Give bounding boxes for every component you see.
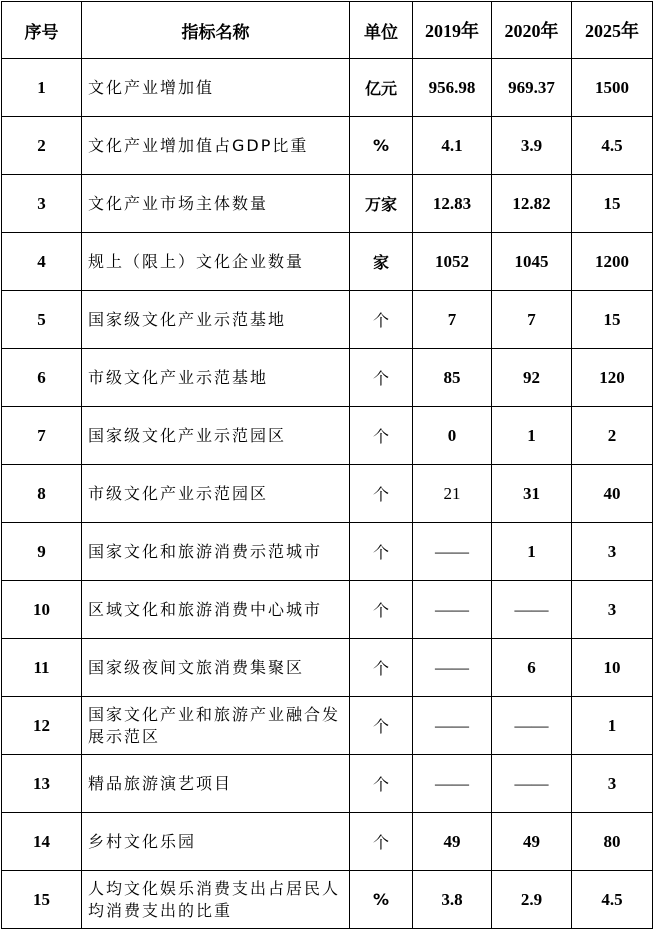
row-name: 国家文化和旅游消费示范城市 <box>82 523 350 581</box>
row-value-2020: 92 <box>492 349 572 407</box>
row-seq: 11 <box>2 639 82 697</box>
row-value-2025: 40 <box>572 465 653 523</box>
row-name: 乡村文化乐园 <box>82 813 350 871</box>
row-unit: 家 <box>350 233 413 291</box>
row-seq: 10 <box>2 581 82 639</box>
row-unit: 亿元 <box>350 59 413 117</box>
row-name: 市级文化产业示范园区 <box>82 465 350 523</box>
row-unit: 万家 <box>350 175 413 233</box>
table-row <box>2 291 653 349</box>
row-value-2019: —— <box>413 755 492 813</box>
row-value-2020: 12.82 <box>492 175 572 233</box>
row-value-2020: —— <box>492 755 572 813</box>
row-value-2025: 15 <box>572 291 653 349</box>
row-value-2025: 15 <box>572 175 653 233</box>
row-value-2020: 7 <box>492 291 572 349</box>
row-unit: 个 <box>350 523 413 581</box>
row-value-2019: 85 <box>413 349 492 407</box>
row-value-2025: 1 <box>572 697 653 755</box>
header-row <box>2 2 653 59</box>
row-value-2020: 31 <box>492 465 572 523</box>
row-value-2025: 1500 <box>572 59 653 117</box>
header-2025: 2025年 <box>572 2 653 59</box>
row-unit: 个 <box>350 639 413 697</box>
row-value-2025: 1200 <box>572 233 653 291</box>
row-value-2019: 49 <box>413 813 492 871</box>
row-value-2019: 3.8 <box>413 871 492 929</box>
table-row <box>2 697 653 755</box>
row-value-2025: 2 <box>572 407 653 465</box>
row-value-2020: 2.9 <box>492 871 572 929</box>
table-row <box>2 581 653 639</box>
row-name: 国家文化产业和旅游产业融合发展示范区 <box>82 697 350 755</box>
row-value-2025: 10 <box>572 639 653 697</box>
row-unit: % <box>350 117 413 175</box>
row-value-2020: —— <box>492 581 572 639</box>
row-value-2019: —— <box>413 523 492 581</box>
row-value-2020: 969.37 <box>492 59 572 117</box>
row-unit: 个 <box>350 291 413 349</box>
table-row <box>2 59 653 117</box>
row-value-2020: 1045 <box>492 233 572 291</box>
row-name: 国家级文化产业示范基地 <box>82 291 350 349</box>
table-row <box>2 233 653 291</box>
row-value-2020: 1 <box>492 523 572 581</box>
row-seq: 3 <box>2 175 82 233</box>
row-value-2020: 3.9 <box>492 117 572 175</box>
row-value-2019: 956.98 <box>413 59 492 117</box>
row-value-2020: 1 <box>492 407 572 465</box>
row-value-2019: 7 <box>413 291 492 349</box>
row-value-2025: 120 <box>572 349 653 407</box>
row-name: 文化产业增加值 <box>82 59 350 117</box>
table-row <box>2 813 653 871</box>
header-2019: 2019年 <box>413 2 492 59</box>
table-row <box>2 755 653 813</box>
row-value-2019: 12.83 <box>413 175 492 233</box>
table-row <box>2 871 653 929</box>
table-row <box>2 407 653 465</box>
row-unit: 个 <box>350 755 413 813</box>
row-name: 国家级文化产业示范园区 <box>82 407 350 465</box>
table-row <box>2 523 653 581</box>
row-seq: 4 <box>2 233 82 291</box>
header-name: 指标名称 <box>82 2 350 59</box>
row-name: 规上（限上）文化企业数量 <box>82 233 350 291</box>
row-seq: 1 <box>2 59 82 117</box>
row-seq: 6 <box>2 349 82 407</box>
row-unit: 个 <box>350 407 413 465</box>
row-value-2019: 4.1 <box>413 117 492 175</box>
header-seq: 序号 <box>2 2 82 59</box>
row-unit: 个 <box>350 581 413 639</box>
header-unit: 单位 <box>350 2 413 59</box>
row-seq: 8 <box>2 465 82 523</box>
table-row <box>2 175 653 233</box>
row-unit: 个 <box>350 697 413 755</box>
row-seq: 5 <box>2 291 82 349</box>
row-value-2020: 6 <box>492 639 572 697</box>
row-seq: 14 <box>2 813 82 871</box>
row-value-2019: —— <box>413 581 492 639</box>
table-row <box>2 117 653 175</box>
row-value-2025: 4.5 <box>572 117 653 175</box>
row-name: 文化产业市场主体数量 <box>82 175 350 233</box>
row-value-2019: 1052 <box>413 233 492 291</box>
row-unit: 个 <box>350 349 413 407</box>
table-row <box>2 349 653 407</box>
row-seq: 13 <box>2 755 82 813</box>
row-seq: 15 <box>2 871 82 929</box>
table-row <box>2 639 653 697</box>
table-row <box>2 465 653 523</box>
row-unit: 个 <box>350 813 413 871</box>
indicator-table <box>1 1 653 929</box>
row-name: 精品旅游演艺项目 <box>82 755 350 813</box>
row-value-2019: 21 <box>413 465 492 523</box>
row-value-2019: 0 <box>413 407 492 465</box>
row-unit: 个 <box>350 465 413 523</box>
row-seq: 2 <box>2 117 82 175</box>
row-seq: 9 <box>2 523 82 581</box>
row-value-2025: 80 <box>572 813 653 871</box>
row-seq: 7 <box>2 407 82 465</box>
row-value-2025: 3 <box>572 581 653 639</box>
row-value-2025: 4.5 <box>572 871 653 929</box>
row-name: 区域文化和旅游消费中心城市 <box>82 581 350 639</box>
header-2020: 2020年 <box>492 2 572 59</box>
row-unit: % <box>350 871 413 929</box>
row-name: 人均文化娱乐消费支出占居民人均消费支出的比重 <box>82 871 350 929</box>
row-name: 国家级夜间文旅消费集聚区 <box>82 639 350 697</box>
row-value-2025: 3 <box>572 523 653 581</box>
row-value-2019: —— <box>413 639 492 697</box>
row-value-2020: —— <box>492 697 572 755</box>
row-name: 文化产业增加值占GDP比重 <box>82 117 350 175</box>
row-value-2020: 49 <box>492 813 572 871</box>
row-name: 市级文化产业示范基地 <box>82 349 350 407</box>
row-value-2025: 3 <box>572 755 653 813</box>
row-value-2019: —— <box>413 697 492 755</box>
row-seq: 12 <box>2 697 82 755</box>
